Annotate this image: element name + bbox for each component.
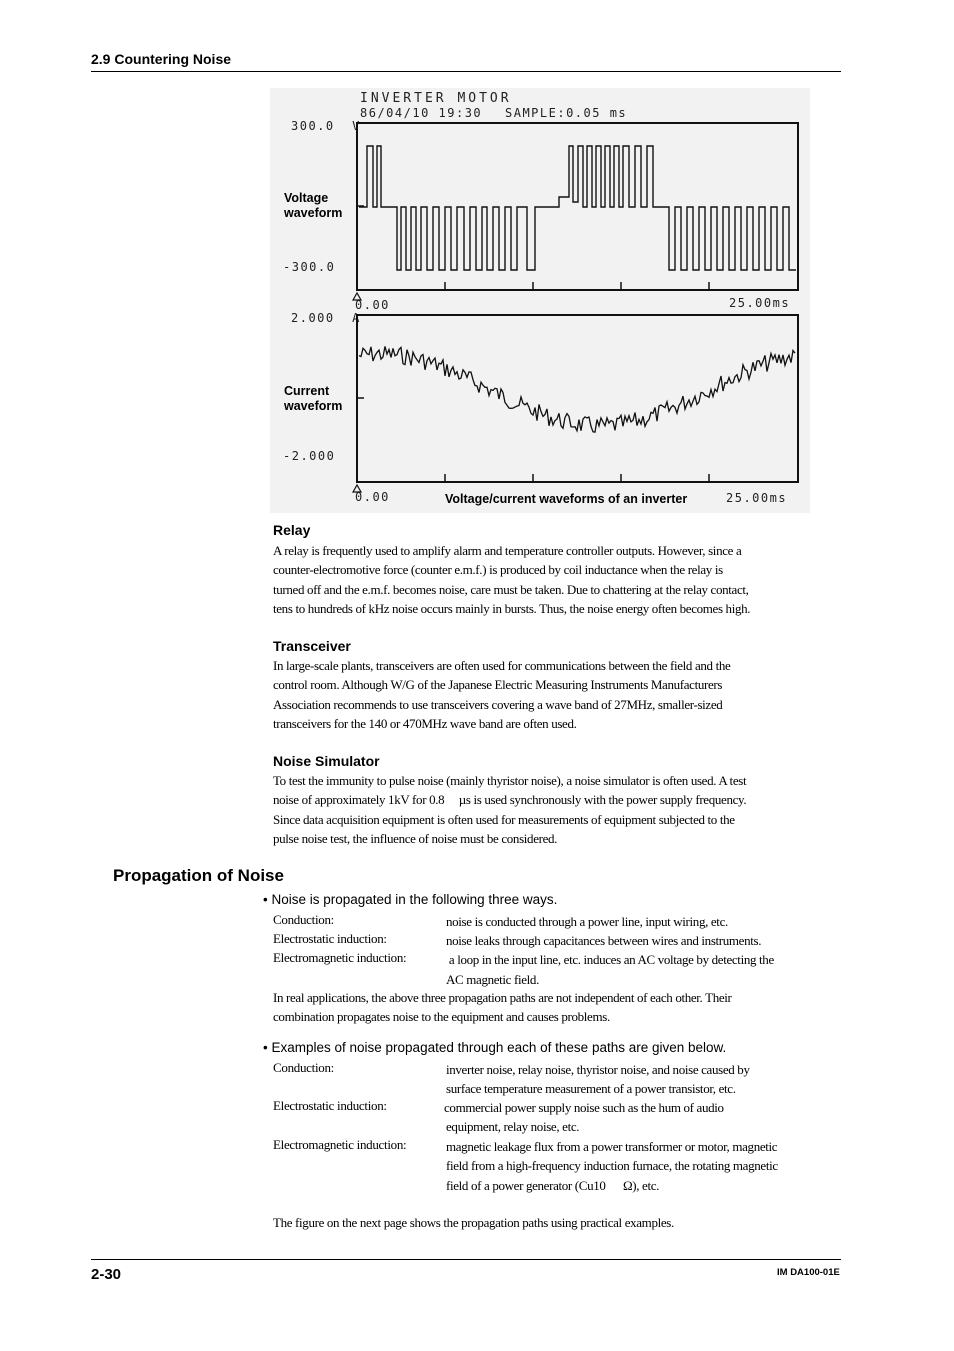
current-label-line1: Current — [284, 384, 330, 398]
example-definition — [444, 1098, 824, 1137]
example-line: field of a power generator (Cu10 Ω), etc. — [446, 1177, 660, 1193]
propagation-heading: Propagation of Noise — [113, 866, 284, 885]
relay-line: tens to hundreds of kHz noise occurs mainly in bursts. Thus, the noise energy often becomes high. — [273, 600, 751, 616]
propagation-line: combination propagates noise to the equipment and causes problems. — [273, 1009, 610, 1025]
way-definition: noise leaks through capacitances between wires and instruments. — [446, 933, 762, 948]
propagation-line: In real applications, the above three propagation paths are not independent of each other. Their — [273, 990, 732, 1005]
current-ticks — [357, 398, 709, 482]
example-line: inverter noise, relay noise, thyristor noise, and noise caused by — [446, 1062, 750, 1077]
example-line: equipment, relay noise, etc. — [446, 1119, 580, 1135]
example-line: magnetic leakage flux from a power transformer or motor, magnetic — [446, 1139, 778, 1154]
transceiver-line: Association recommends to use transceivers covering a wave band of 27MHz, smaller-sized — [273, 696, 723, 712]
simulator-line: pulse noise test, the influence of noise must be considered. — [273, 830, 558, 846]
current-waveform-trace — [359, 346, 795, 432]
example-term: Electromagnetic induction: — [273, 1137, 407, 1152]
relay-line: counter-electromotive force (counter e.m.f.) is produced by coil inductance when the relay is — [273, 562, 723, 578]
example-definition — [446, 1060, 826, 1099]
current-top-value: 2.000 A — [291, 311, 361, 325]
way-term: Conduction: — [273, 912, 334, 927]
figure-datetime: 86/04/10 19:30 — [360, 106, 483, 120]
example-term: Conduction: — [273, 1060, 334, 1075]
example-line: commercial power supply noise such as the hum of audio — [444, 1100, 724, 1115]
propagation-bullet-2: • Examples of noise propagated through each of these paths are given below. — [263, 1040, 727, 1055]
voltage-x-start: 0.00 — [355, 298, 390, 312]
example-line: field from a high-frequency induction furnace, the rotating magnetic — [446, 1158, 778, 1174]
current-x-start: 0.00 — [355, 490, 390, 504]
example-definition — [446, 1137, 826, 1195]
relay-heading: Relay — [273, 522, 311, 538]
voltage-label-line1: Voltage — [284, 191, 329, 205]
voltage-waveform-trace — [359, 146, 796, 270]
page-number: 2-30 — [91, 1266, 122, 1283]
way-definition: noise is conducted through a power line, input wiring, etc. — [446, 914, 728, 929]
document-id: IM DA100-01E — [777, 1267, 840, 1278]
relay-line: turned off and the e.m.f. becomes noise, care must be taken. Due to chattering at the relay contact, — [273, 581, 749, 597]
current-trigger-mark — [353, 485, 361, 492]
figure-sample-rate: SAMPLE:0.05 ms — [505, 106, 628, 120]
propagation-paragraph — [273, 988, 813, 1027]
way-definition-continued: AC magnetic field. — [446, 972, 539, 987]
closing-sentence: The figure on the next page shows the propagation paths using practical examples. — [273, 1215, 674, 1230]
way-term: Electromagnetic induction: — [273, 950, 407, 965]
simulator-paragraph — [273, 771, 813, 848]
relay-line: A relay is frequently used to amplify alarm and temperature controller outputs. However, since a — [273, 543, 742, 558]
voltage-label-line2: waveform — [284, 206, 343, 220]
transceiver-line: transceivers for the 140 or 470MHz wave band are often used. — [273, 715, 577, 731]
current-x-end: 25.00ms — [726, 491, 788, 505]
voltage-ticks — [357, 206, 709, 290]
current-label-line2: waveform — [284, 399, 343, 413]
footer-rule — [91, 1259, 841, 1260]
example-term: Electrostatic induction: — [273, 1098, 387, 1113]
relay-paragraph — [273, 541, 813, 618]
voltage-x-end: 25.00ms — [729, 296, 791, 310]
transceiver-heading: Transceiver — [273, 638, 351, 654]
voltage-trigger-mark — [353, 293, 361, 300]
way-term: Electrostatic induction: — [273, 931, 387, 946]
simulator-line: To test the immunity to pulse noise (mainly thyristor noise), a noise simulator is often used. A test — [273, 773, 747, 788]
simulator-line: noise of approximately 1kV for 0.8 µs is used synchronously with the power supply frequency. — [273, 792, 747, 808]
voltage-top-value: 300.0 V — [291, 119, 361, 133]
transceiver-line: control room. Although W/G of the Japanese Electric Measuring Instruments Manufacturers — [273, 677, 723, 693]
section-header: 2.9 Countering Noise — [91, 51, 232, 67]
transceiver-line: In large-scale plants, transceivers are often used for communications between the field and the — [273, 658, 731, 673]
transceiver-paragraph — [273, 656, 813, 733]
example-line: surface temperature measurement of a power transistor, etc. — [446, 1081, 736, 1097]
propagation-bullet-1: • Noise is propagated in the following three ways. — [263, 892, 558, 907]
figure-title: INVERTER MOTOR — [360, 91, 512, 106]
simulator-line: Since data acquisition equipment is often used for measurements of equipment subjected to the — [273, 811, 735, 827]
simulator-heading: Noise Simulator — [273, 753, 380, 769]
figure-caption: Voltage/current waveforms of an inverter — [445, 492, 688, 506]
way-definition: a loop in the input line, etc. induces an AC voltage by detecting the — [446, 952, 774, 967]
voltage-bottom-value: -300.0 — [283, 260, 336, 274]
current-plot-frame — [357, 315, 798, 482]
waveform-plots — [0, 0, 954, 520]
current-bottom-value: -2.000 — [283, 449, 336, 463]
